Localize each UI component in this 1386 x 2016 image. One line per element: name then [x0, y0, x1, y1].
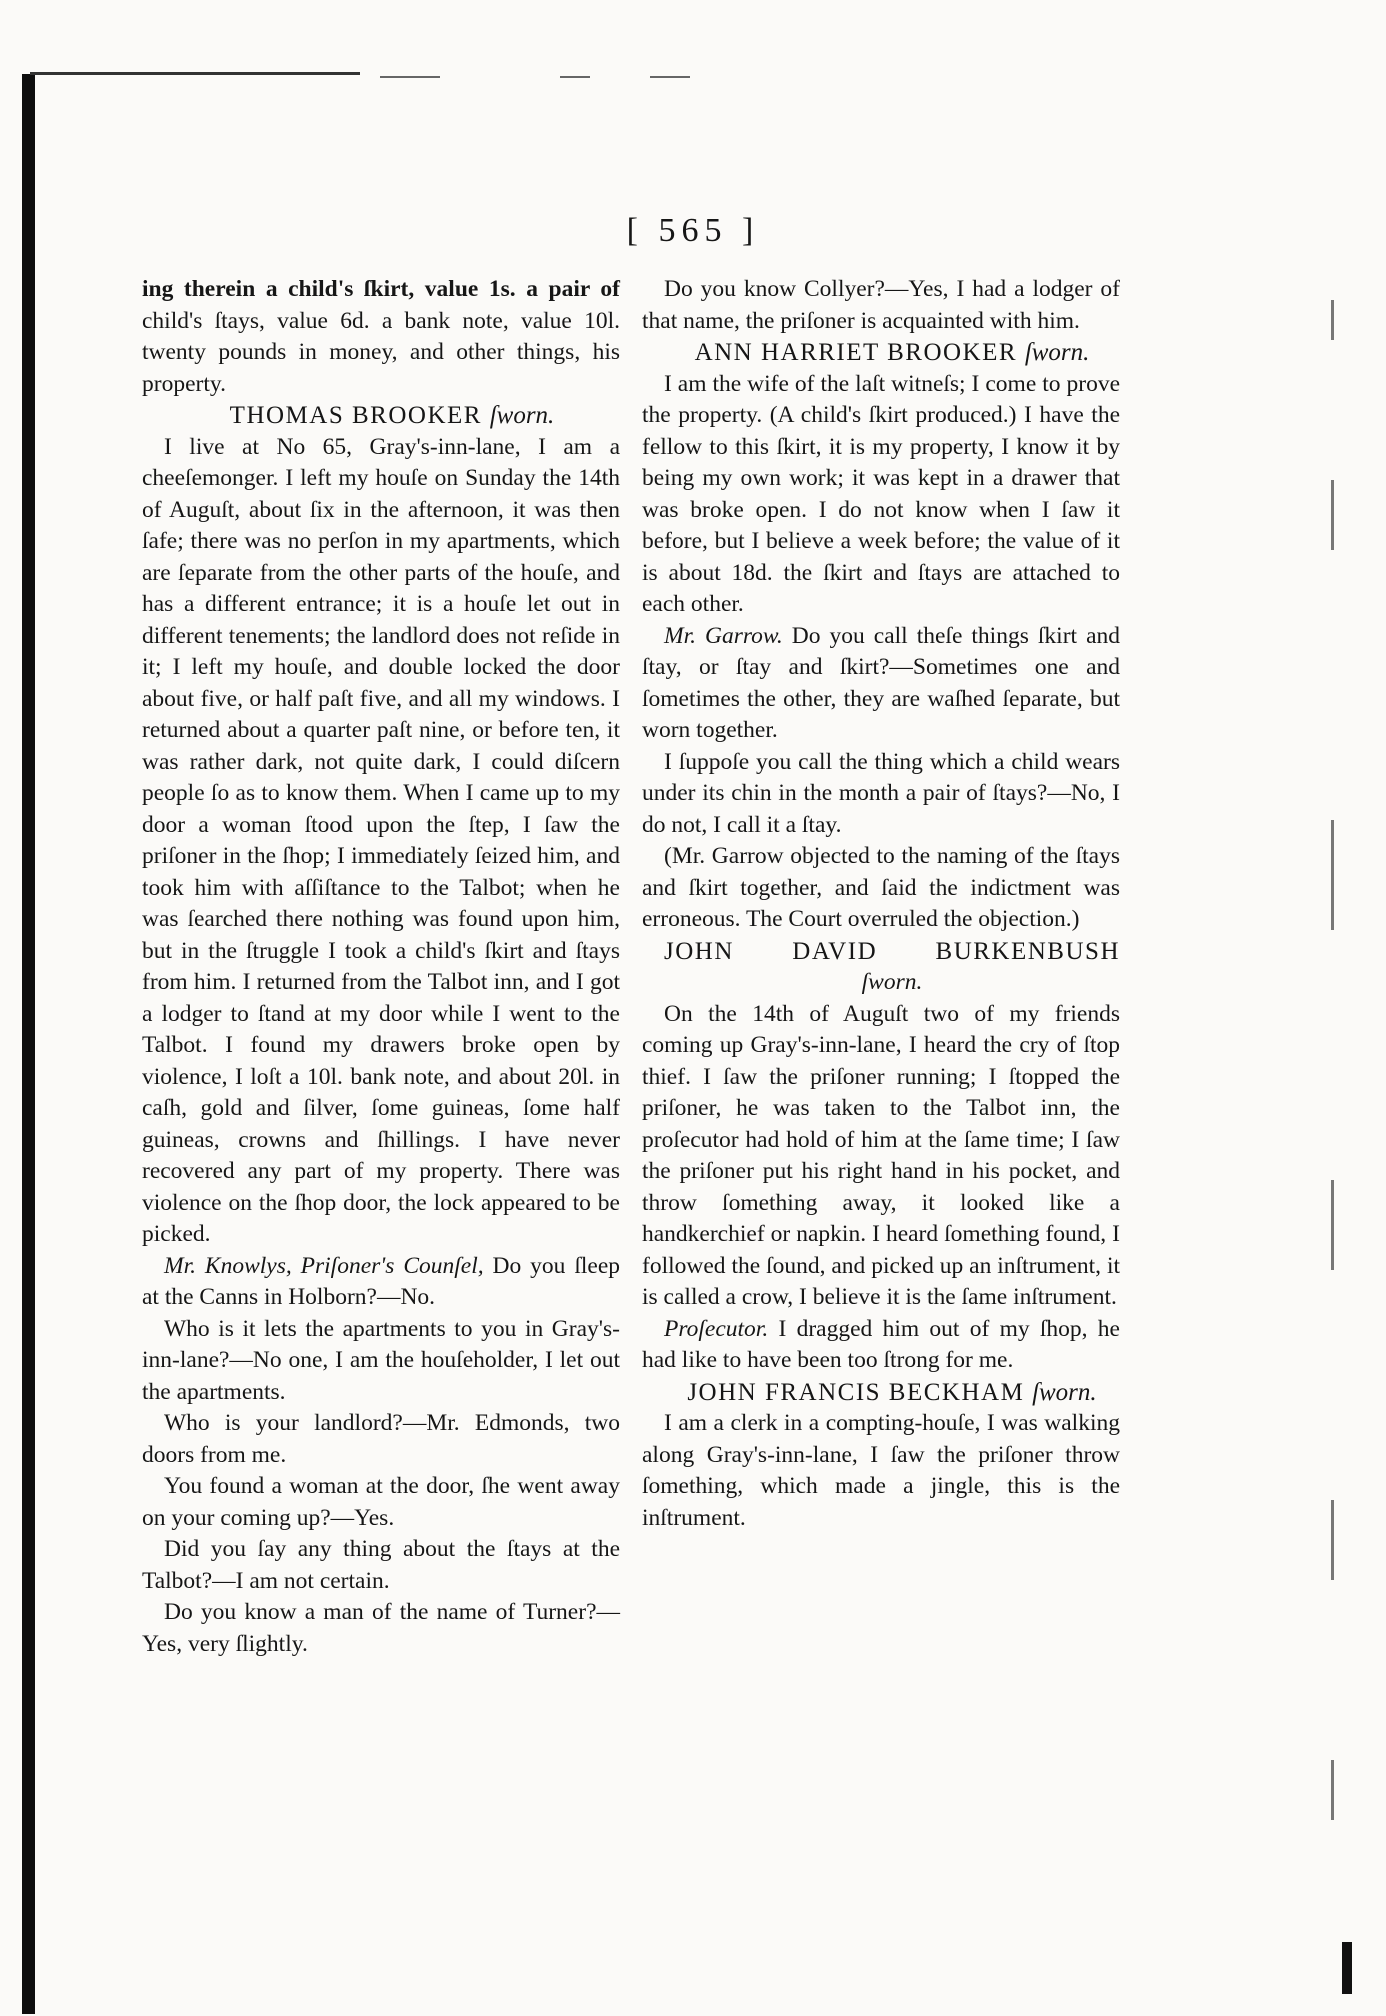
testimony-paragraph: Do you know Collyer?—Yes, I had a lodger of that name, the priſoner is acquainted with him.: [642, 276, 1120, 334]
witness-heading: [642, 1377, 1120, 1409]
testimony-paragraph: On the 14th of Auguſt two of my friends coming up Gray's-inn-lane, I heard the cry of ſtop thief. I ſaw the priſoner running; I ſtopped the priſoner, he was taken to the Talbot inn, the proſecutor had hold of him at the ſame time; I ſaw the priſoner put his right hand in his pocket, and throw ſomething away, it looked like a handkerchief or napkin. I heard ſomething found, I followed the ſound, and picked up an inſtrument, it is called a crow, I believe it is the ſame inſtrument.: [642, 1000, 1120, 1310]
witness-name: JOHN FRANCIS BECKHAM: [687, 1378, 1025, 1406]
left-column: [142, 274, 620, 1660]
edge-speckle: [1331, 1180, 1334, 1270]
testimony-paragraph: Who is it lets the apartments to you in Gray's-inn-lane?—No one, I am the houſeholder, I let out the apartments.: [142, 1315, 620, 1405]
testimony-paragraph: I am the wife of the laſt witneſs; I come to prove the property. (A child's ſkirt produced.) I have the fellow to this ſkirt, it is my property, I know it by being my own work; it was kept in a drawer that was broke open. I do not know when I ſaw it before, but I believe a week before; the value of it is about 18d. the ſkirt and ſtays are attached to each other.: [642, 370, 1120, 617]
testimony-paragraph: I live at No 65, Gray's-inn-lane, I am a cheeſemonger. I left my houſe on Sunday the 14th of Auguſt, about ſix in the afternoon, it was then ſafe; there was no perſon in my apartments, which are ſeparate from the other parts of the houſe, and has a different entrance; it is a houſe let out in different tenements; the landlord does not reſide in it; I left my houſe, and double locked the door about five, or half paſt five, and all my windows. I returned about a quarter paſt nine, or before ten, it was rather dark, not quite dark, I could diſcern people ſo as to know them. When I came up to my door a woman ſtood upon the ſtep, I ſaw the priſoner in the ſhop; I immediately ſeized him, and took him with aſſiſtance to the Talbot; when he was ſearched there nothing was found upon him, but in the ſtruggle I took a child's ſkirt and ſtays from him. I returned from the Talbot inn, and I got a lodger to ſtand at my door while I went to the Talbot. I found my drawers broke open by violence, I loſt a 10l. bank note, and about 20l. in caſh, gold and ſilver, ſome guineas, ſome half guineas, crowns and ſhillings. I have never recovered any part of my property. There was violence on the ſhop door, the lock appeared to be picked.: [142, 433, 620, 1247]
testimony-paragraph: [642, 1314, 1120, 1377]
top-rule-artifact: [30, 72, 360, 75]
sworn-label: ſworn.: [489, 402, 555, 429]
top-dash-artifact: [380, 76, 440, 78]
witness-heading: [142, 400, 620, 432]
testimony-paragraph: I ſuppoſe you call the thing which a child wears under its chin in the month a pair of ſtays?—No, I do not, I call it a ſtay.: [642, 748, 1120, 838]
right-column: [642, 274, 1120, 1534]
speaker-label: Proſecutor.: [664, 1315, 769, 1342]
testimony-paragraph: I am a clerk in a compting-houſe, I was walking along Gray's-inn-lane, I ſaw the priſoner throw ſomething, which made a jingle, this is the inſtrument.: [642, 1410, 1120, 1531]
testimony-paragraph: [642, 621, 1120, 747]
testimony-text: Do you call theſe things ſkirt and ſtay, or ſtay and ſkirt?—Sometimes one and ſometimes the other, they are waſhed ſeparate, but worn together.: [642, 622, 1121, 743]
sworn-label: ſworn.: [861, 969, 923, 995]
edge-speckle: [1331, 1500, 1334, 1580]
testimony-paragraph: [142, 1251, 620, 1314]
continued-text: child's ſtays, value 6d. a bank note, value 10l. twenty pounds in money, and other things, his property.: [142, 307, 620, 397]
testimony-paragraph: Did you ſay any thing about the ſtays at the Talbot?—I am not certain.: [142, 1536, 620, 1594]
testimony-paragraph: (Mr. Garrow objected to the naming of the ſtays and ſkirt together, and ſaid the indictment was erroneous. The Court overruled the objection.): [642, 843, 1120, 932]
speaker-label: Mr. Garrow.: [664, 622, 783, 649]
witness-heading: JOHN DAVID BURKENBUSH: [664, 937, 1120, 965]
edge-speckle: [1331, 300, 1334, 340]
top-dash-artifact: [560, 76, 590, 78]
corner-ink-mark: [1342, 1942, 1352, 1994]
edge-speckle: [1331, 1760, 1334, 1820]
sworn-label: ſworn.: [1032, 1378, 1097, 1406]
binding-edge-shadow: [22, 74, 35, 2014]
testimony-paragraph: Do you know a man of the name of Turner?—Yes, very ſlightly.: [142, 1599, 620, 1657]
edge-speckle: [1331, 480, 1334, 550]
continued-text-bold: ing therein a child's ſkirt, value 1s. a pair of: [142, 276, 620, 302]
top-dash-artifact: [650, 76, 690, 78]
testimony-paragraph: Who is your landlord?—Mr. Edmonds, two doors from me.: [142, 1410, 620, 1468]
witness-name: THOMAS BROOKER: [229, 402, 482, 429]
speaker-label: Mr. Knowlys, Priſoner's Counſel,: [164, 1252, 484, 1279]
testimony-text: Do you ſleep at the Canns in Holborn?—No.: [142, 1252, 620, 1310]
witness-name: ANN HARRIET BROOKER: [694, 339, 1018, 366]
page-number: [ 565 ]: [626, 212, 760, 249]
paragraph: [142, 274, 620, 400]
witness-heading: [642, 337, 1120, 369]
testimony-paragraph: You found a woman at the door, ſhe went away on your coming up?—Yes.: [142, 1473, 620, 1531]
testimony-text: I dragged him out of my ſhop, he had like to have been too ſtrong for me.: [642, 1315, 1120, 1373]
edge-speckle: [1331, 820, 1334, 930]
sworn-label: ſworn.: [1024, 339, 1090, 366]
